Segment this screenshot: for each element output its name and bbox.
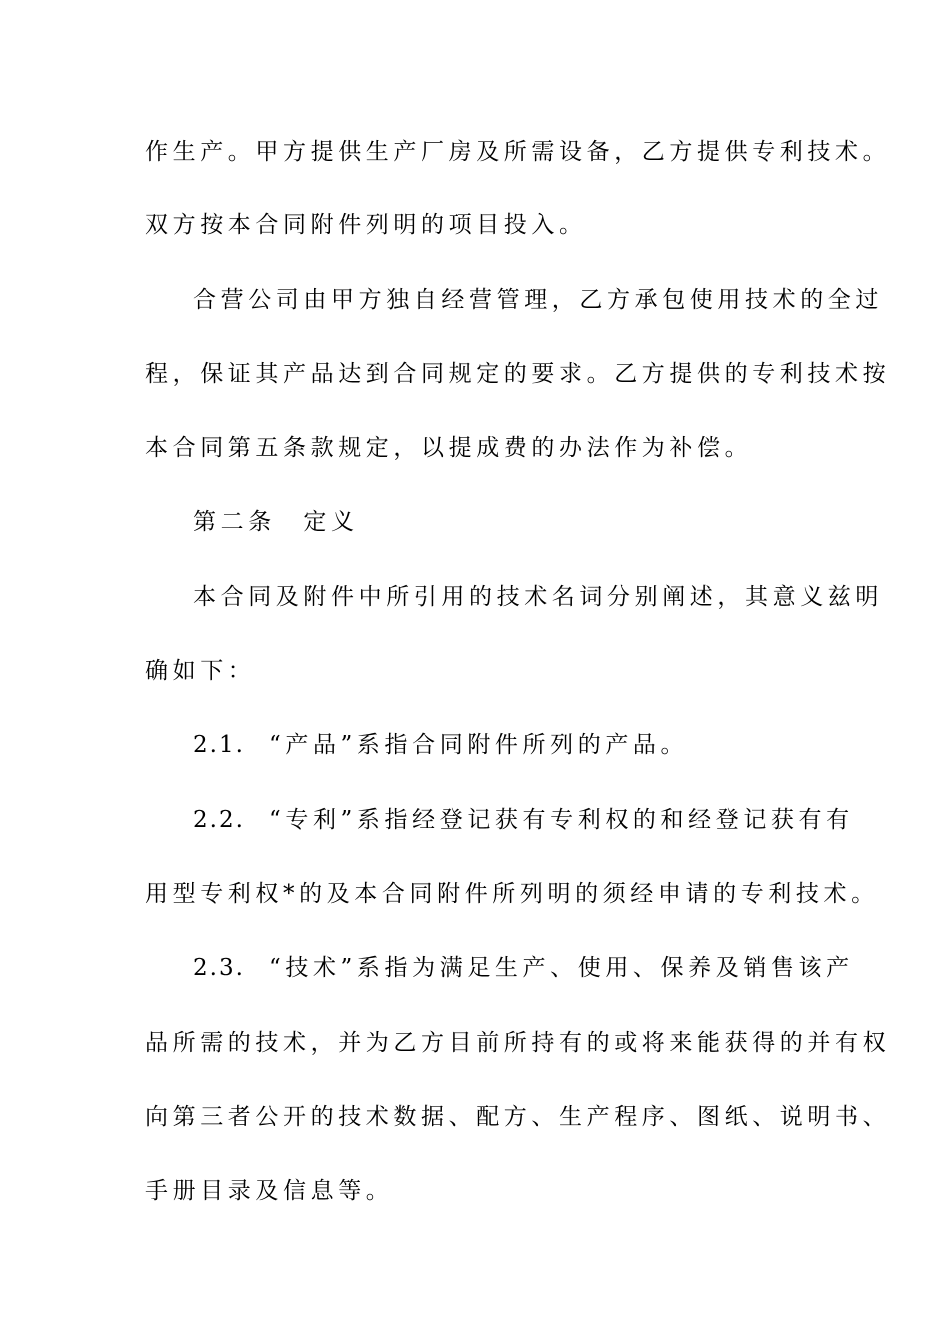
paragraph-start: 合营公司由甲方独自经营管理，乙方承包使用技术的全过 bbox=[193, 287, 883, 313]
text-line: 本合同第五条款规定，以提成费的办法作为补偿。 bbox=[145, 435, 753, 461]
text-line: 程，保证其产品达到合同规定的要求。乙方提供的专利技术按 bbox=[145, 361, 891, 387]
clause-number: 2.3. bbox=[193, 955, 245, 981]
section-heading: 第二条 定义 bbox=[193, 509, 359, 535]
text-line: 手册目录及信息等。 bbox=[145, 1178, 394, 1204]
clause-text: “技术”系指为满足生产、使用、保养及销售该产 bbox=[269, 955, 854, 981]
text-line: 用型专利权*的及本合同附件所列明的须经申请的专利技术。 bbox=[145, 881, 879, 907]
clause-number: 2.2. bbox=[193, 807, 245, 833]
clause-number: 2.1. bbox=[193, 732, 245, 758]
text-line: 确如下： bbox=[145, 658, 256, 684]
clause-text: “产品”系指合同附件所列的产品。 bbox=[269, 732, 689, 758]
text-line: 品所需的技术，并为乙方目前所持有的或将来能获得的并有权 bbox=[145, 1030, 891, 1056]
paragraph-start: 本合同及附件中所引用的技术名词分别阐述，其意义兹明 bbox=[193, 584, 883, 610]
text-line: 双方按本合同附件列明的项目投入。 bbox=[145, 212, 587, 238]
text-line: 作生产。甲方提供生产厂房及所需设备，乙方提供专利技术。 bbox=[145, 139, 891, 165]
text-line: 向第三者公开的技术数据、配方、生产程序、图纸、说明书、 bbox=[145, 1104, 891, 1130]
clause-2-3 bbox=[193, 953, 863, 983]
clause-text: “专利”系指经登记获有专利权的和经登记获有有 bbox=[269, 807, 854, 833]
clause-2-2 bbox=[193, 805, 863, 835]
clause-2-1 bbox=[193, 730, 863, 760]
